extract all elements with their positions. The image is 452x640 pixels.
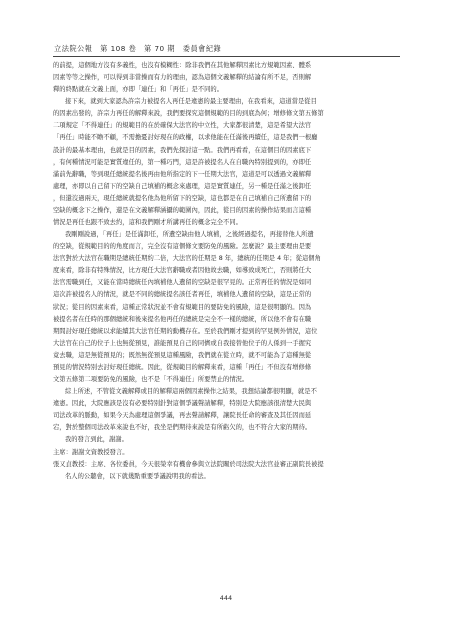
body-text [53, 60, 400, 483]
text-line: 我剛剛說過，「再任」是任滿卸任，所遺空缺由他人填補，之後經過提名，再接替他人所遺 [65, 231, 314, 239]
text-line: 釋的終點就在文義上面，亦即「連任」和「再任」是不同的。 [53, 86, 224, 94]
text-line: 被提名者在任時的那個總統和後來提名他再任的總統是完全不一樣的總統，所以他不會有在職 [53, 315, 312, 323]
text-line: 處理，亦即以自己留下的空缺自己填補的概念來處理，這是實質連任，另一種是任滿之後卸任 [53, 182, 312, 190]
running-header: 立法院公報 第 108 卷 第 70 期 委員會紀錄 [54, 44, 222, 53]
text-line: 大法官在自己的位子上也無從預見，誰能預見自己的同儕或自我接替他位子的人係到一手握究 [53, 339, 312, 347]
text-line: 的因素出發的，許宗力再任的解釋來說，我們要探究這個規範的目的到底為何；增修條文第五條第 [53, 110, 324, 118]
text-line: ，有何種情況可能是實質違任的，第一種巧門，這是許被提名人在自職內特別提到的，亦即任 [53, 158, 312, 166]
text-line: 張又貞教授：主席、各位委員，今天很榮幸有機會參與立法院關於司法院大法官並審正副院長被提 [53, 460, 324, 468]
text-line: 名人的公聽會，以下就幾點重要爭議說明我的看法。 [65, 472, 210, 480]
text-line: 預見的情況特別去討好現任總統。因此，從規範目的解釋來看，這種「再任」不但沒有增修條 [53, 363, 312, 371]
text-line: 的前提，這個地方沒有多義性，也沒有模糊性：除非我們在其他解釋因素比方規範因素、體系 [53, 62, 312, 69]
text-line: 的空缺，從規範目的的角度而言，完全沒有這個條文要防免的風險。怎麼說？最主要理由是要 [53, 243, 312, 251]
text-line: 我的發言到此，謝謝。 [65, 436, 128, 444]
text-line: 這次許被提名人的情況，就是不同的總統提名該任者再任，填補他人遺留的空缺，這是正常的 [53, 291, 312, 299]
text-line: 空缺的概念下之操作，還是在文義解釋涵攝的範圍內，因此，從目的因素的操作結果而言這種 [53, 206, 312, 214]
text-line: 文第五條第二項要防免的風險，也不是「不得連任」所要禁止的情況。 [53, 376, 249, 384]
text-line: 綜上所述，不管從文義解釋或目的解釋這兩個因素操作之結果，我想結論都很明顯，就是不 [65, 388, 317, 396]
text-line: 「再任」時能不瞻不顧，不需擔憂討好現在的政權，以求他能在任滿後再續任，這是我們一根廳 [53, 134, 318, 142]
text-line: 違憲。因此，大院應該是沒有必要特別針對這個爭議聲請解釋，特別是大院應該很清楚大民與 [53, 400, 312, 408]
text-line: 宕，對於整個司法改革來說也不好，我坐是們期待來說是有所虧欠的，也不符合大家的期待。 [53, 424, 312, 432]
text-line: 二項規定「不得連任」的規範目的在於確保大法官的中立性，大家都很清楚，這是希望大法官 [53, 122, 312, 130]
text-line: 設計的最基本理由，也就是目的因素，我們先探討這一點。我們再看看，在這個目的因素底下 [53, 146, 312, 154]
header-rule [53, 56, 400, 57]
text-line: 狀況；從目的因素來看，這種正常狀況並不會有規範目的要防免的風險，這是很明顯的。因為 [53, 303, 312, 311]
text-line: ，但還沒過兩天，現任總統就提名他為他所留下的空缺，這也都是在自己填補自己所遺留下的 [53, 194, 312, 202]
text-line: 期間討好現任總統以求能續其大法官任期的動機存在。至於我們剛才提到的罕見例外情況，這位 [53, 327, 318, 335]
text-line: 度來看，除非有特殊情況，比方現任大法官辭職或者因他故去職，如導致成死亡，否則將任大 [53, 267, 312, 275]
page-number: 444 [219, 594, 233, 602]
text-line: 接下來，就到大家認為許宗力被提名人再任是違憲的最主要理由，在我看來，這道當是從目 [65, 98, 317, 106]
text-line: 法官需職到任，又能在當時總統任內填補他人遺留的空缺是很罕見的。正常再任的情況是如同 [53, 279, 312, 287]
text-line: 司法改革的脈動，如果今天為處理這個爭議，再去聲請解釋，讓院長任命的審查及其任因而延 [53, 412, 312, 420]
text-line: 情況是再任也跟不致去約，這和我們剛才所講再任的概念完全不同。 [53, 219, 242, 227]
text-line: 竟去職，這是無從預見的；既然無從預見這種風險，我們就在從立時，就不可能為了這種無從 [53, 351, 312, 359]
text-line: 因素等等之操作，可以得到非當操而有力的理由，認為這個文義解釋的結論有所不足，否則解 [53, 74, 312, 82]
text-line: 滿前先辭職，等到現任總統提名後再由他所指定的下一任期大法官，這道是可以透過文義解釋 [53, 170, 312, 178]
text-line: 法官對於大法官在職期是總統任期約二倍，大法官的任期是 8 年，總統的任期是 4 年；從這個角 [53, 255, 321, 263]
text-line: 主席：謝謝文資教授發言。 [53, 448, 129, 456]
